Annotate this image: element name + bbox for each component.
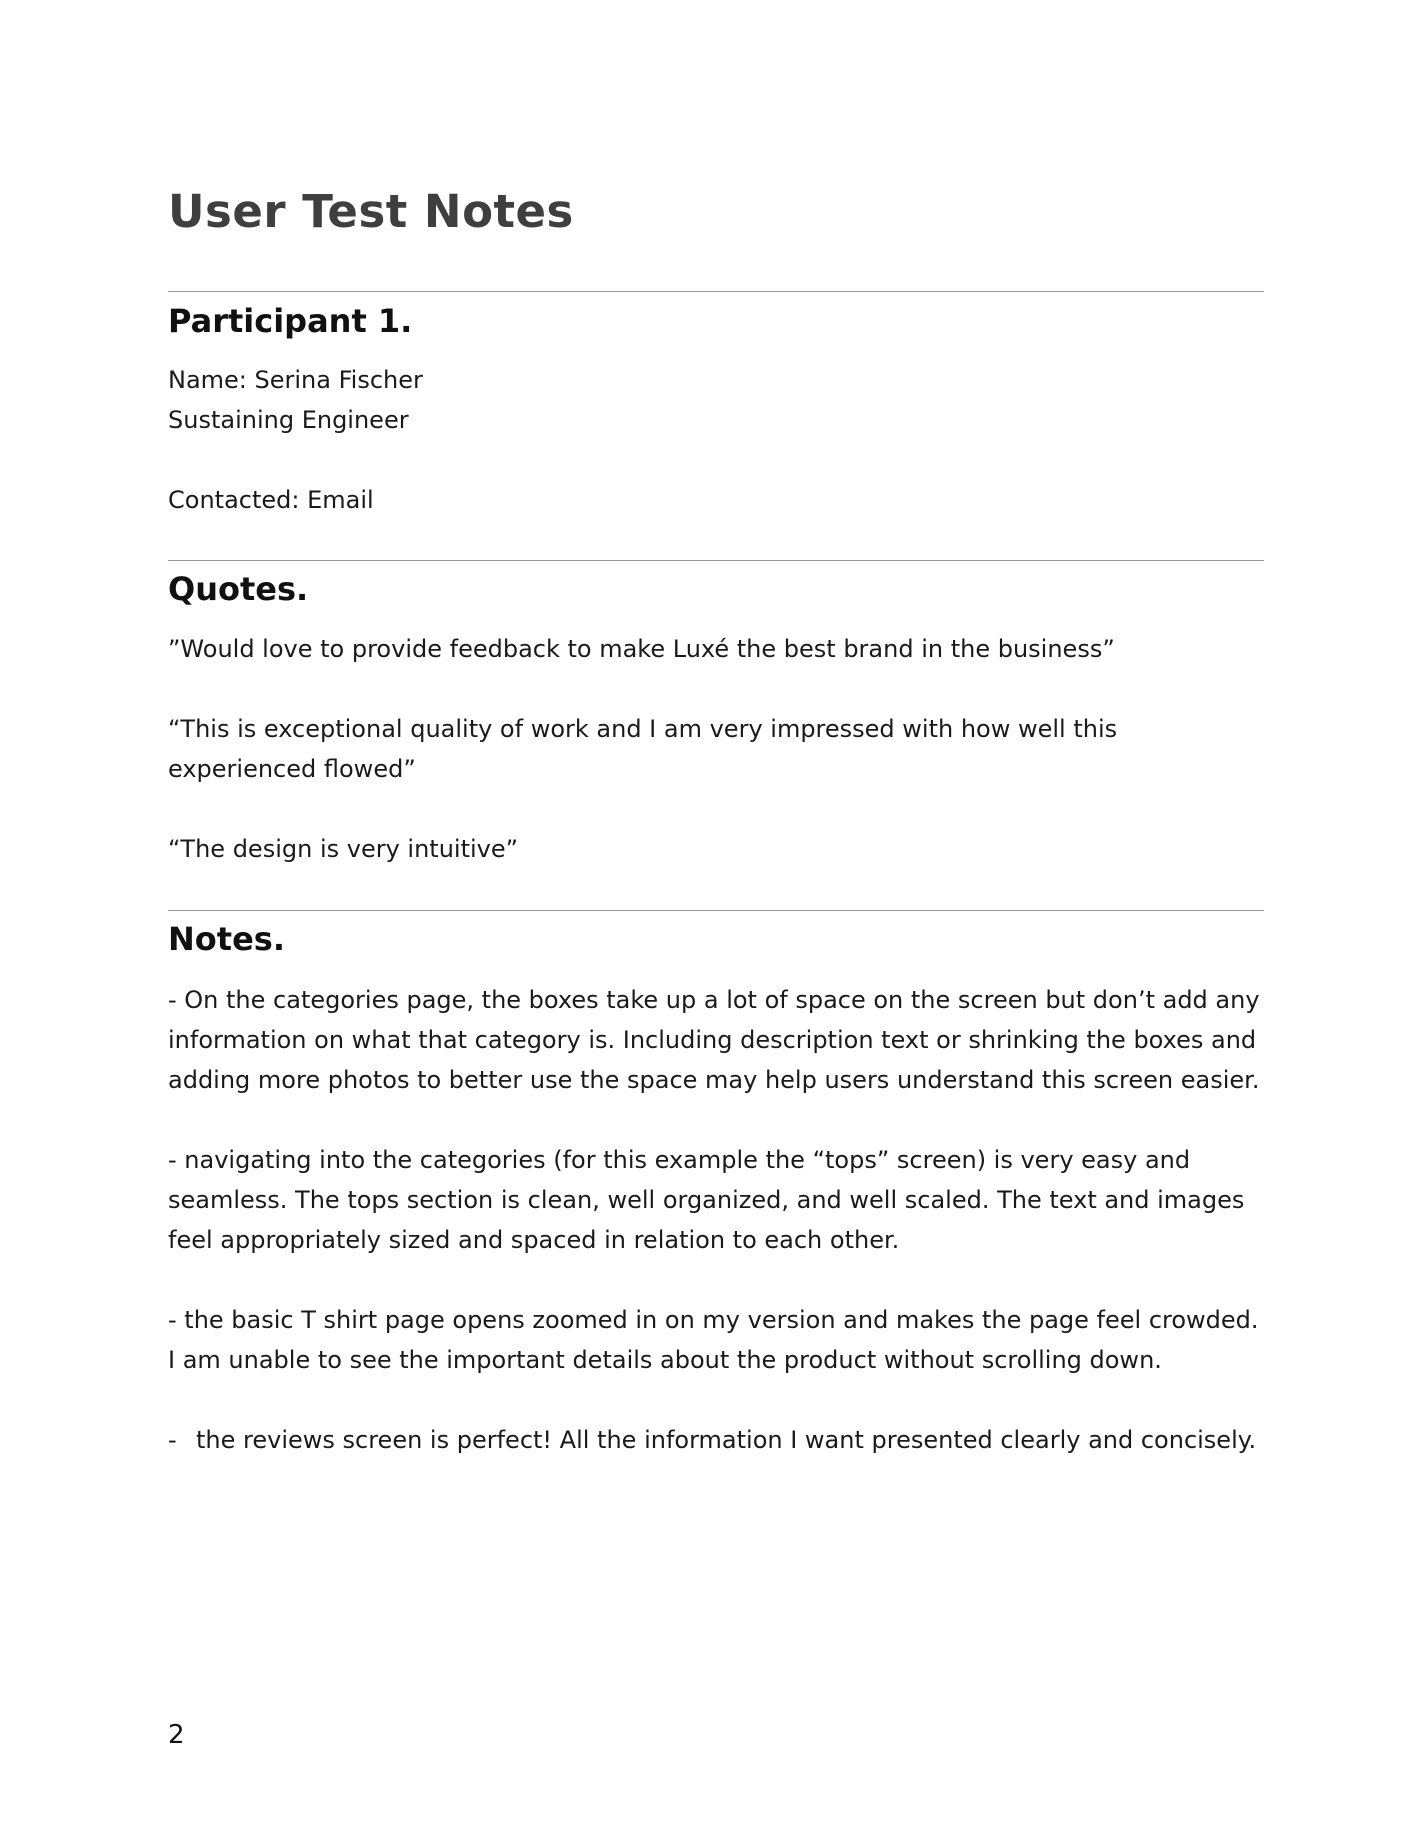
quote-item: ”Would love to provide feedback to make Luxé the best brand in the business” xyxy=(168,635,1115,663)
participant-contact-method: Contacted: Email xyxy=(168,486,374,514)
note-item xyxy=(168,1420,1264,1460)
notes-heading: Notes. xyxy=(168,920,285,958)
participant-name: Name: Serina Fischer xyxy=(168,366,423,394)
participant-role: Sustaining Engineer xyxy=(168,406,409,434)
participant-heading: Participant 1. xyxy=(168,302,413,340)
page-number: 2 xyxy=(168,1720,185,1750)
note-item-text: the reviews screen is perfect! All the information I want presented clearly and concisely. xyxy=(196,1426,1257,1454)
quote-item: “This is exceptional quality of work and I am very impressed with how well this experienced flowed” xyxy=(168,715,1118,783)
note-dash: - xyxy=(168,1426,177,1454)
section-divider xyxy=(168,291,1264,292)
quotes-list xyxy=(168,629,1264,869)
quotes-heading: Quotes. xyxy=(168,570,309,608)
note-item: - the basic T shirt page opens zoomed in on my version and makes the page feel crowded. I am unable to see the important details about the product without scrolling down. xyxy=(168,1306,1259,1374)
note-item: - navigating into the categories (for this example the “tops” screen) is very easy and seamless. The tops section is clean, well organized, and well scaled. The text and images feel appropriately sized and spaced in relation to each other. xyxy=(168,1146,1245,1254)
quote-item: “The design is very intuitive” xyxy=(168,835,519,863)
participant-details xyxy=(168,360,1264,520)
section-divider xyxy=(168,560,1264,561)
notes-list xyxy=(168,980,1264,1460)
document-page xyxy=(168,0,1264,1846)
section-divider xyxy=(168,910,1264,911)
page-title: User Test Notes xyxy=(168,185,574,238)
note-item: - On the categories page, the boxes take up a lot of space on the screen but don’t add any information on what that category is. Including description text or shrinking the boxes and adding more photos to better use the space may help users understand this screen easier. xyxy=(168,986,1260,1094)
